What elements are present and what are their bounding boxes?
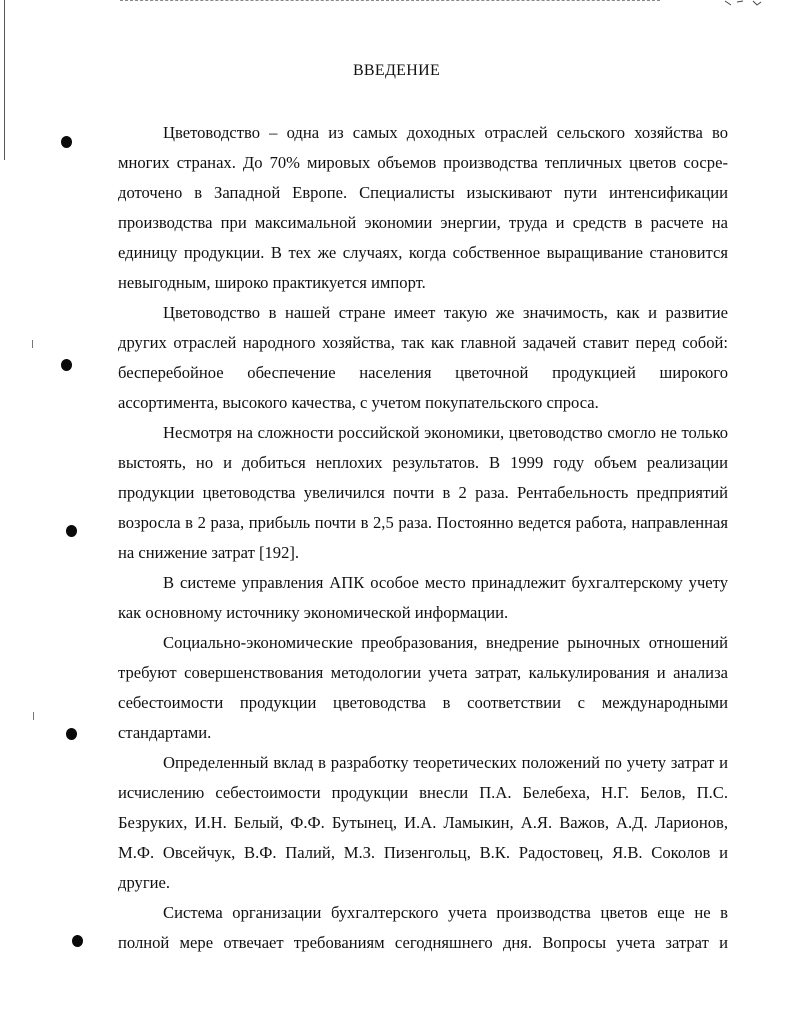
paragraph: Социально-экономические преобразования, внедрение рыночных отношений требуют совершенствования методологии учета затрат, калькулирования и анализа себестоимости продукции цветоводства в соответствии с международными стандартами.: [118, 633, 728, 742]
binding-hole-marker: [66, 728, 77, 740]
section-title: ВВЕДЕНИЕ: [352, 62, 441, 79]
scan-speck: [33, 712, 34, 720]
scan-top-edge: [120, 0, 660, 2]
paragraph: Определенный вклад в разработку теоретических положений по учету затрат и исчислению себестоимости продукции внесли П.А. Белебеха, Н.Г. Белов, П.С. Безруких, И.Н. Белый, Ф.Ф. Бутынец, И.А. Ламыкин, А.Я. Важов, А.Д. Ларионов, М.Ф. Овсейчук, В.Ф. Палий, М.З. Пизенгольц, В.К. Радостовец, Я.В. Соколов и другие.: [118, 753, 728, 892]
paragraph: Система организации бухгалтерского учета производства цветов еще не в полной мере отвечает требованиям сегодняшнего дня. Вопросы учета затрат и: [118, 903, 728, 952]
binding-hole-marker: [61, 359, 72, 371]
binding-hole-marker: [66, 525, 77, 537]
paragraph: Несмотря на сложности российской экономики, цветоводство смогло не только выстоять, но и добиться неплохих результатов. В 1999 году объем реализации продукции цветоводства увеличился почти в 2 раза. Рентабельность предприятий возросла в 2 раза, прибыль почти в 2,5 раза. Постоянно ведется работа, направленная на снижение затрат [192].: [118, 423, 728, 562]
paragraph: Цветоводство в нашей стране имеет такую же значимость, как и развитие других отраслей народного хозяйства, так как главной задачей ставит перед собой: бесперебойное обеспечение населения цветочной продукцией широкого ассортимента, высокого качества, с учетом покупательского спроса.: [118, 303, 728, 412]
paragraph: В системе управления АПК особое место принадлежит бухгалтерскому учету как основному источнику экономической информации.: [118, 573, 728, 622]
paragraph: Цветоводство – одна из самых доходных отраслей сельского хозяйства во многих странах. До 70% мировых объемов производства тепличных цветов сосредоточено в Западной Европе. Специалисты изыскивают пути интенсификации производства при максимальной экономии энергии, труда и средств в расчете на единицу продукции. В тех же случаях, когда собственное выращивание становится невыгодным, широко практикуется импорт.: [118, 123, 728, 292]
binding-hole-marker: [72, 935, 83, 947]
scan-corner-mark: [723, 0, 763, 6]
scan-edge-line: [4, 0, 5, 160]
body-text: [118, 118, 728, 958]
scan-speck: [32, 340, 33, 348]
binding-hole-marker: [61, 136, 72, 148]
